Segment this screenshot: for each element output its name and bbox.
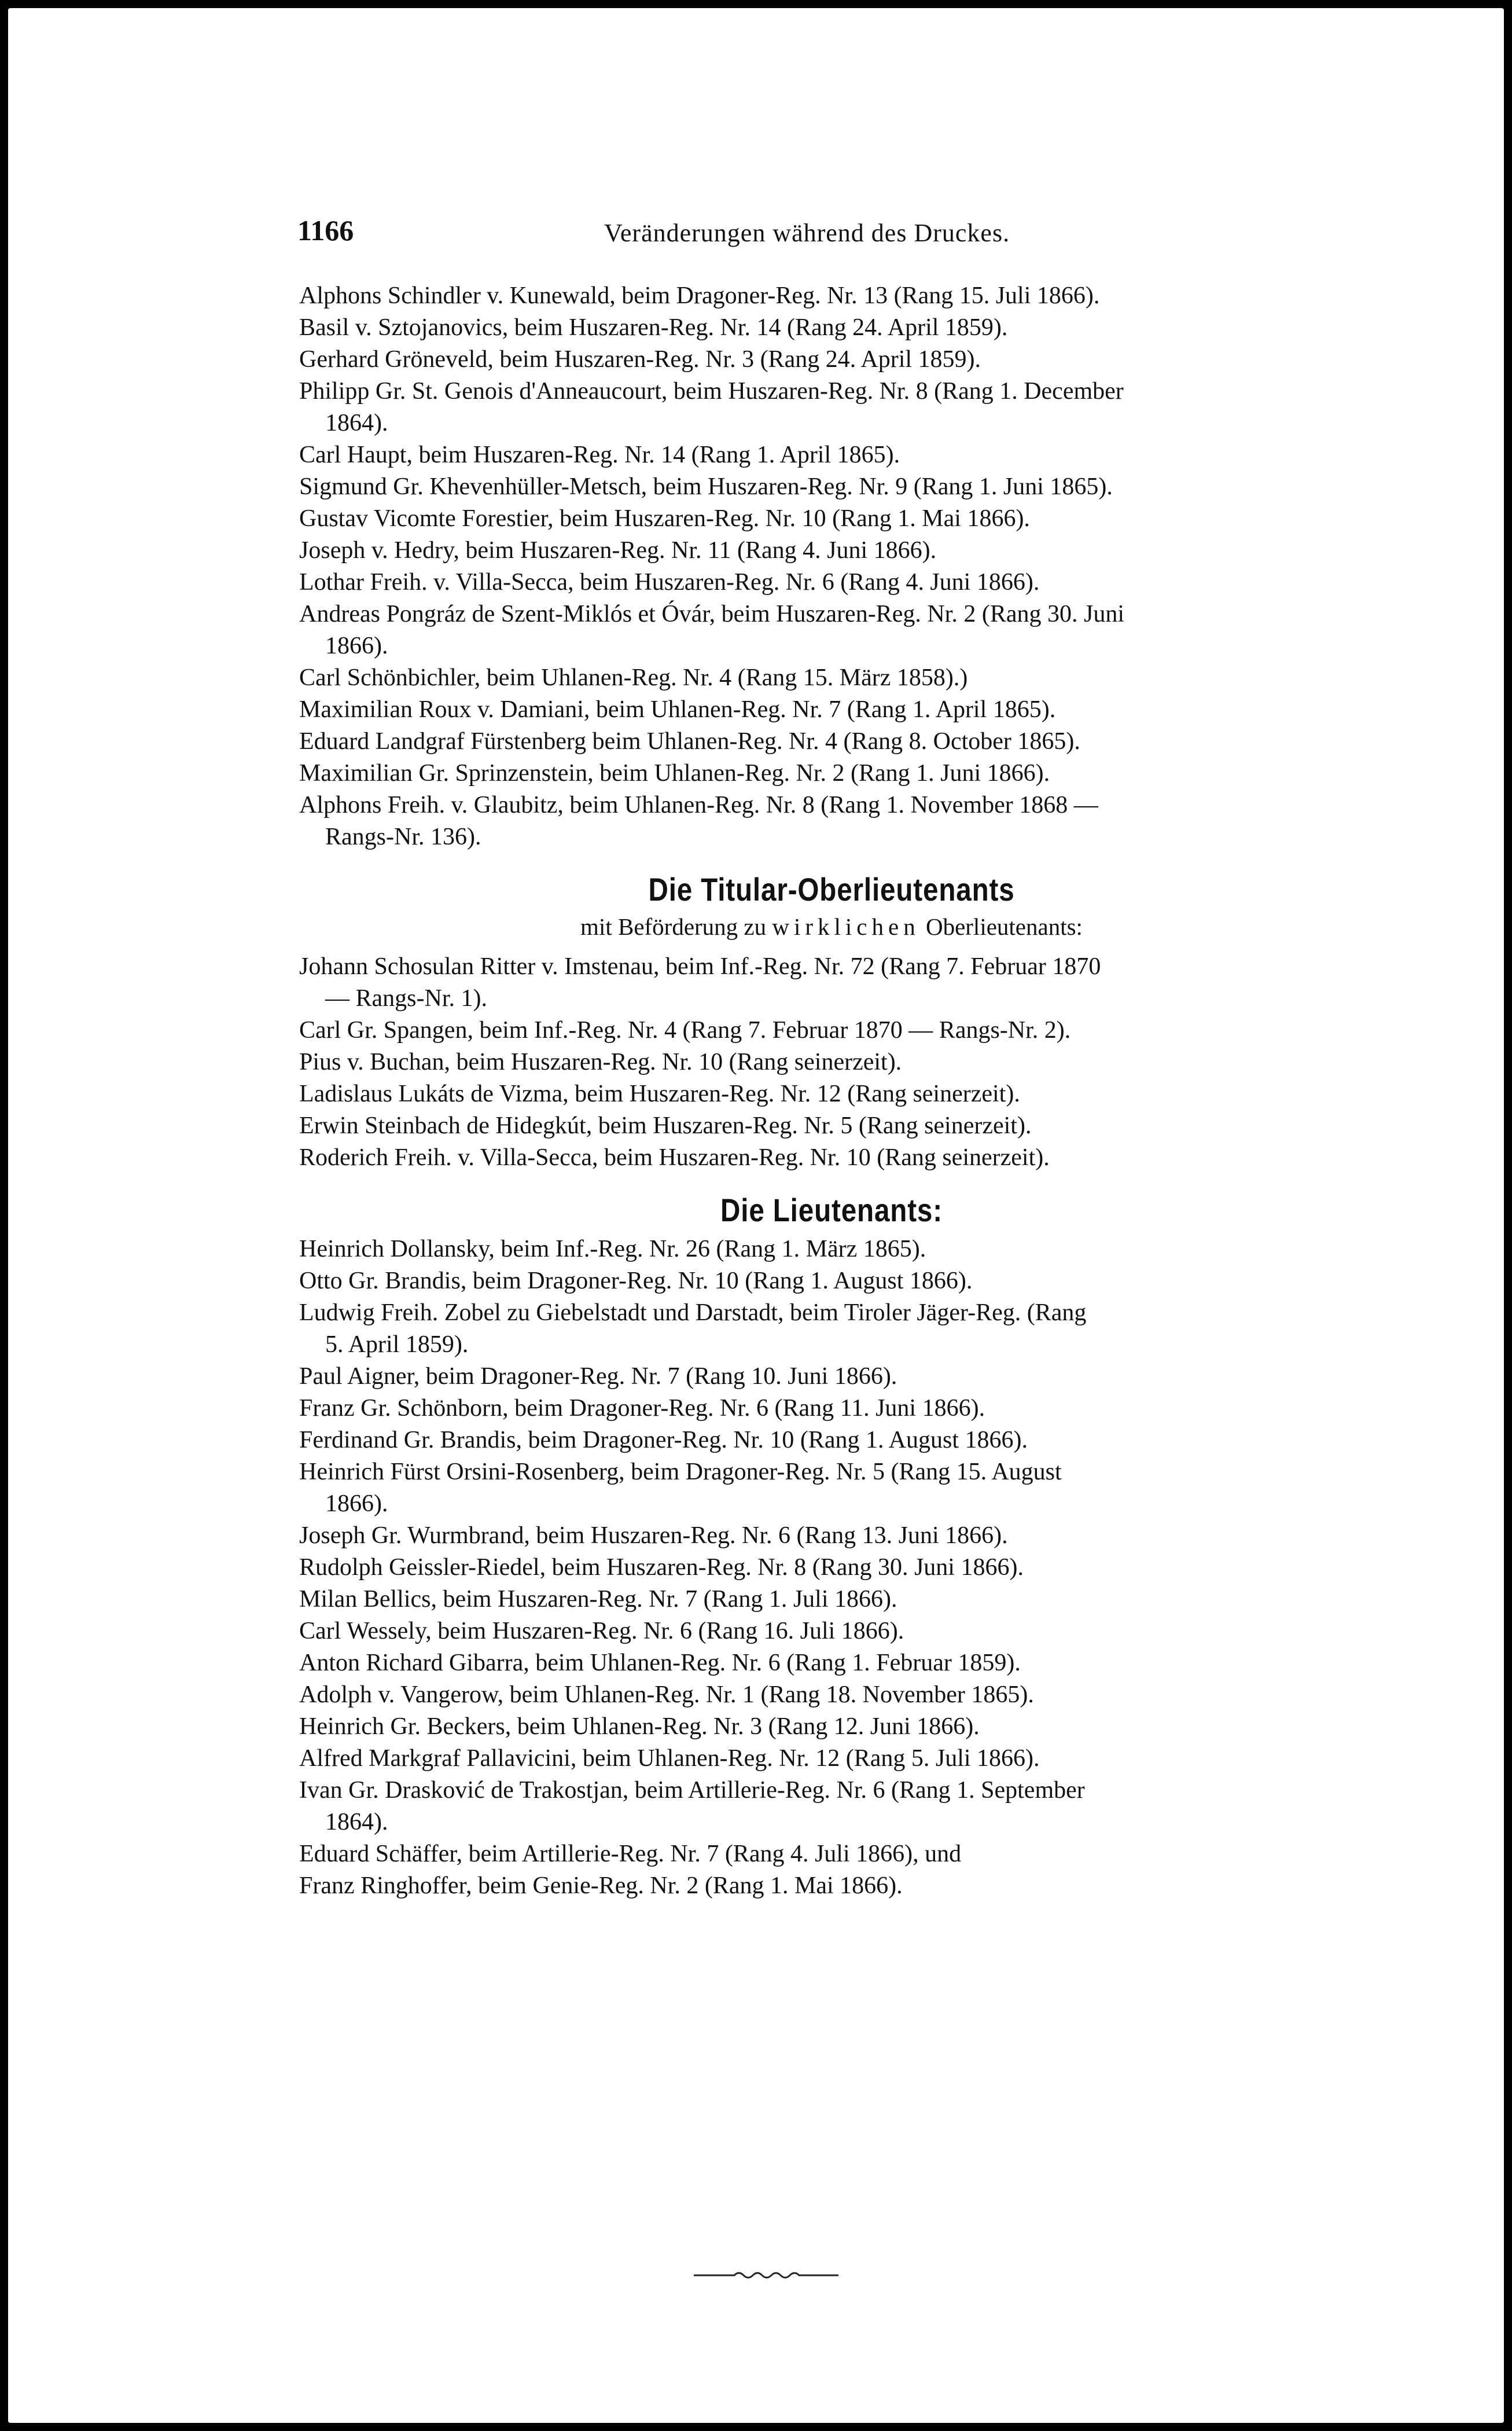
section-heading: Die Titular-Oberlieutenants [648,871,1015,908]
list-entry: Joseph Gr. Wurmbrand, beim Huszaren-Reg. Nr. 6 (Rang 13. Juni 1866). [299,1522,1008,1549]
list-entry: Sigmund Gr. Khevenhüller-Metsch, beim Huszaren-Reg. Nr. 9 (Rang 1. Juni 1865). [299,473,1113,500]
section-subheading: mit Beförderung zu wirklichen Oberlieutenants: [580,913,1083,940]
page-header [297,214,1374,254]
list-entry: Paul Aigner, beim Dragoner-Reg. Nr. 7 (Rang 10. Juni 1866). [299,1363,897,1390]
list-entry: Heinrich Dollansky, beim Inf.-Reg. Nr. 26 (Rang 1. März 1865). [299,1236,926,1262]
list-entry: Ivan Gr. Drasković de Trakostjan, beim Artillerie-Reg. Nr. 6 (Rang 1. September 1864). [299,1777,1085,1835]
list-entry: Franz Gr. Schönborn, beim Dragoner-Reg. Nr. 6 (Rang 11. Juni 1866). [299,1395,985,1422]
list-entry: Carl Haupt, beim Huszaren-Reg. Nr. 14 (Rang 1. April 1865). [299,442,900,468]
list-entry: Eduard Schäffer, beim Artillerie-Reg. Nr. 7 (Rang 4. Juli 1866), und [299,1841,962,1867]
list-entry: Alphons Schindler v. Kunewald, beim Dragoner-Reg. Nr. 13 (Rang 15. Juli 1866). [299,282,1100,309]
section-lieutenants [299,1191,1364,1902]
list-entry: Otto Gr. Brandis, beim Dragoner-Reg. Nr. 10 (Rang 1. August 1866). [299,1268,973,1294]
list-entry: Franz Ringhoffer, beim Genie-Reg. Nr. 2 (Rang 1. Mai 1866). [299,1872,903,1899]
list-entry: Adolph v. Vangerow, beim Uhlanen-Reg. Nr. 1 (Rang 18. November 1865). [299,1681,1034,1708]
list-entry: Ladislaus Lukáts de Vizma, beim Huszaren-Reg. Nr. 12 (Rang seinerzeit). [299,1081,1020,1107]
list-entry: Maximilian Roux v. Damiani, beim Uhlanen-Reg. Nr. 7 (Rang 1. April 1865). [299,696,1056,723]
list-entry: Maximilian Gr. Sprinzenstein, beim Uhlanen-Reg. Nr. 2 (Rang 1. Juni 1866). [299,760,1050,787]
end-ornament-icon [694,2268,838,2282]
list-entry: Andreas Pongráz de Szent-Miklós et Óvár, beim Huszaren-Reg. Nr. 2 (Rang 30. Juni 1866). [299,601,1124,659]
list-entry: Milan Bellics, beim Huszaren-Reg. Nr. 7 (Rang 1. Juli 1866). [299,1586,897,1613]
list-entry: Carl Wessely, beim Huszaren-Reg. Nr. 6 (Rang 16. Juli 1866). [299,1618,904,1644]
list-entry: Eduard Landgraf Fürstenberg beim Uhlanen-Reg. Nr. 4 (Rang 8. October 1865). [299,728,1080,755]
list-entry: Erwin Steinbach de Hidegkút, beim Huszaren-Reg. Nr. 5 (Rang seinerzeit). [299,1112,1032,1139]
page-body [299,280,1364,1902]
list-entry: Alfred Markgraf Pallavicini, beim Uhlanen-Reg. Nr. 12 (Rang 5. Juli 1866). [299,1745,1040,1772]
running-title: Veränderungen während des Druckes. [604,219,1010,247]
list-entry: Roderich Freih. v. Villa-Secca, beim Huszaren-Reg. Nr. 10 (Rang seinerzeit). [299,1144,1050,1171]
section-titular-oberlieutenants [299,871,1364,1174]
section-rittmeister-list [299,280,1364,853]
page-number: 1166 [297,214,354,247]
list-entry: Alphons Freih. v. Glaubitz, beim Uhlanen-Reg. Nr. 8 (Rang 1. November 1868 — Rangs-Nr. 136). [299,792,1098,850]
section-heading: Die Lieutenants: [720,1192,943,1228]
list-entry: Gerhard Gröneveld, beim Huszaren-Reg. Nr. 3 (Rang 24. April 1859). [299,346,981,373]
list-entry: Lothar Freih. v. Villa-Secca, beim Huszaren-Reg. Nr. 6 (Rang 4. Juni 1866). [299,569,1040,596]
list-entry: Carl Schönbichler, beim Uhlanen-Reg. Nr. 4 (Rang 15. März 1858).) [299,664,968,691]
list-entry: Ludwig Freih. Zobel zu Giebelstadt und Darstadt, beim Tiroler Jäger-Reg. (Rang 5. April 1859). [299,1299,1087,1358]
list-entry: Heinrich Fürst Orsini-Rosenberg, beim Dragoner-Reg. Nr. 5 (Rang 15. August 1866). [299,1459,1062,1517]
list-entry: Philipp Gr. St. Genois d'Anneaucourt, beim Huszaren-Reg. Nr. 8 (Rang 1. December 1864). [299,378,1124,436]
list-entry: Basil v. Sztojanovics, beim Huszaren-Reg. Nr. 14 (Rang 24. April 1859). [299,314,1008,341]
list-entry: Rudolph Geissler-Riedel, beim Huszaren-Reg. Nr. 8 (Rang 30. Juni 1866). [299,1554,1024,1581]
list-entry: Joseph v. Hedry, beim Huszaren-Reg. Nr. 11 (Rang 4. Juni 1866). [299,537,937,564]
list-entry: Johann Schosulan Ritter v. Imstenau, beim Inf.-Reg. Nr. 72 (Rang 7. Februar 1870 — Rangs-Nr. 1). [299,953,1101,1012]
list-entry: Ferdinand Gr. Brandis, beim Dragoner-Reg. Nr. 10 (Rang 1. August 1866). [299,1427,1028,1453]
list-entry: Gustav Vicomte Forestier, beim Huszaren-Reg. Nr. 10 (Rang 1. Mai 1866). [299,505,1030,532]
list-entry: Carl Gr. Spangen, beim Inf.-Reg. Nr. 4 (Rang 7. Februar 1870 — Rangs-Nr. 2). [299,1017,1071,1044]
list-entry: Anton Richard Gibarra, beim Uhlanen-Reg. Nr. 6 (Rang 1. Februar 1859). [299,1650,1021,1676]
list-entry: Heinrich Gr. Beckers, beim Uhlanen-Reg. Nr. 3 (Rang 12. Juni 1866). [299,1713,980,1740]
document-page [8,8,1504,2423]
list-entry: Pius v. Buchan, beim Huszaren-Reg. Nr. 10 (Rang seinerzeit). [299,1049,902,1075]
